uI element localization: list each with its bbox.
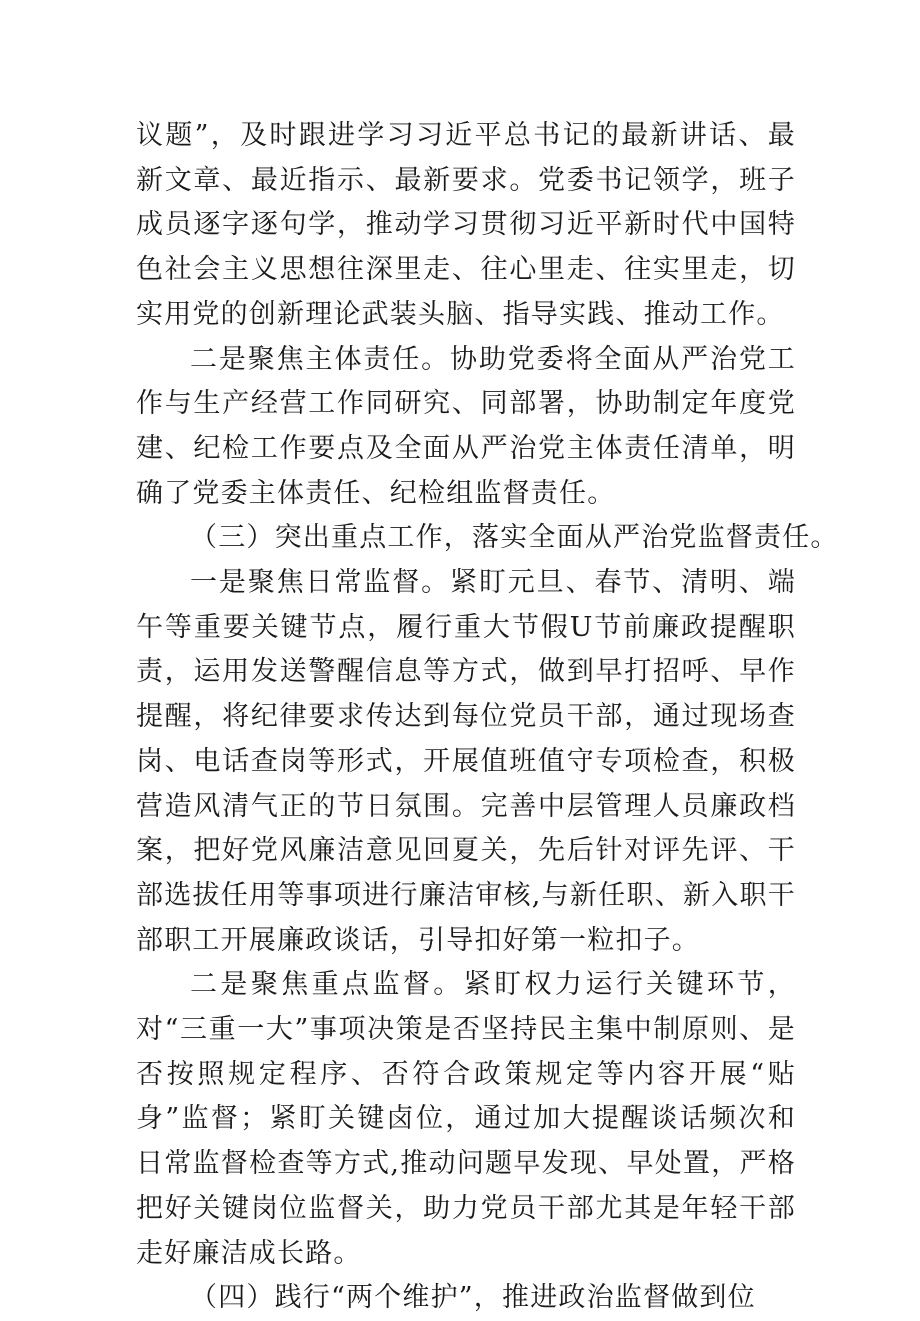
section-heading-3: （三）突出重点工作，落实全面从严治党监督责任。: [190, 522, 839, 554]
document-body: [136, 114, 839, 1321]
paragraph-continuation: 议题”，及时跟进学习习近平总书记的最新讲话、最新文章、最近指示、最新要求。党委书记领学，班子成员逐字逐句学，推动学习贯彻习近平新时代中国特色社会主义思想往深里走、往心里走、往实里走，切实用党的创新理论武装头脑、指导实践、推动工作。: [136, 120, 796, 330]
paragraph-key-supervision: 二是聚焦重点监督。紧盯权力运行关键环节，对“三重一大”事项决策是否坚持民主集中制原则、是否按照规定程序、否符合政策规定等内容开展“贴身”监督；紧盯关键卤位，通过加大提醒谈话频次和日常监督检查等方式,推动问题早发现、早处置，严格把好关键岗位监督关，助力党员干部尤其是年轻干部走好廉洁成长路。: [136, 969, 796, 1269]
paragraph-main-responsibility: 二是聚焦主体责任。协助党委将全面从严治党工作与生产经营工作同研究、同部署，协助制定年度党建、纪检工作要点及全面从严治党主体责任清单，明确了党委主体责任、纪检组监督责任。: [136, 343, 796, 509]
paragraph-daily-supervision: 一是聚焦日常监督。紧盯元旦、春节、清明、端午等重要关键节点，履行重大节假U节前廉政提醒职责，运用发送警醒信息等方式，做到早打招呼、早作提醒，将纪律要求传达到每位党员干部，通过现场查岗、电话查岗等形式，开展值班值守专项检查，积极营造风清气正的节日氛围。完善中层管理人员廉政档案，把好党风廉洁意见回夏关，先后针对评先评、干部选拔任用等事项进行廉洁审核,与新任职、新入职干部职工开展廉政谈话，引导扣好第一粒扣子。: [136, 567, 796, 956]
section-heading-4: （四）践行“两个维护”，推进政治监督做到位: [190, 1282, 756, 1314]
